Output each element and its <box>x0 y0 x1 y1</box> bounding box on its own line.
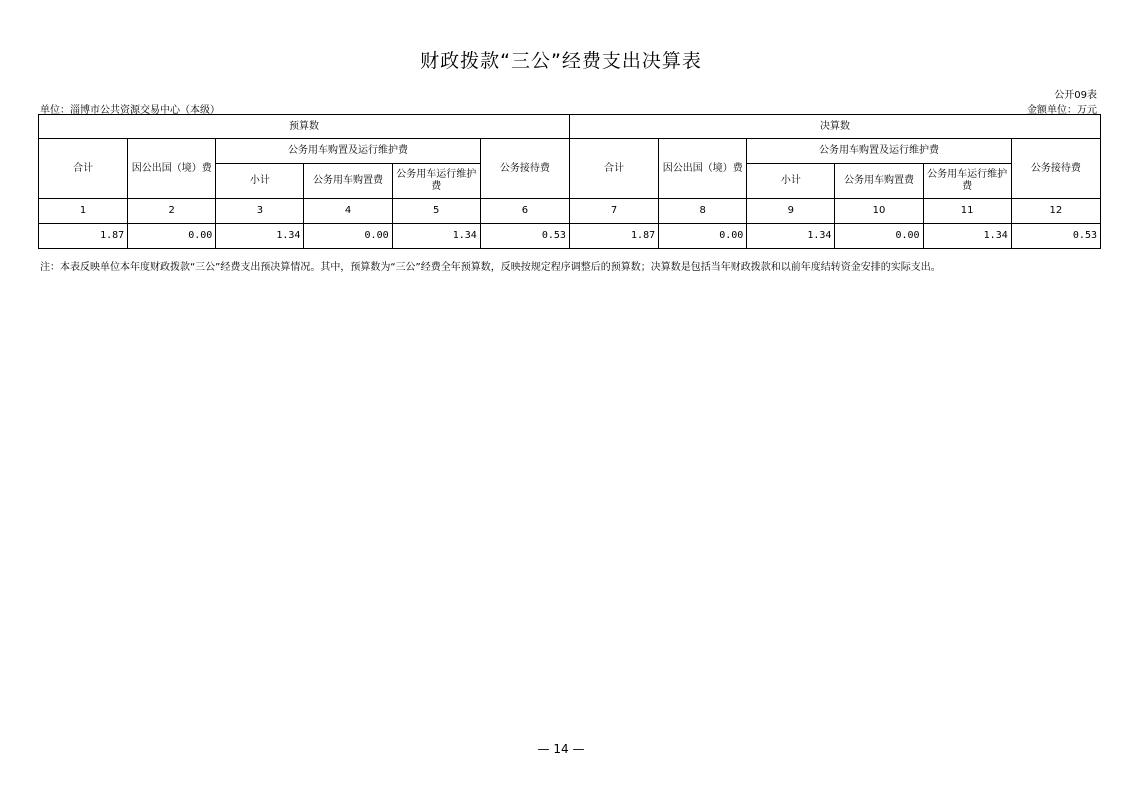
final-reception-header: 公务接待费 <box>1011 139 1100 199</box>
budget-abroad-value: 0.00 <box>128 224 216 249</box>
amount-unit: 金额单位：万元 <box>1027 105 1097 116</box>
final-reception-value: 0.53 <box>1011 224 1100 249</box>
expenditure-table <box>38 114 1101 249</box>
column-index-cell: 9 <box>747 199 835 224</box>
budget-total-value: 1.87 <box>39 224 128 249</box>
budget-subtotal-header: 小计 <box>216 164 304 199</box>
final-subtotal-header: 小计 <box>747 164 835 199</box>
group-header-row <box>39 115 1101 139</box>
table-row <box>39 224 1101 249</box>
column-index-cell: 1 <box>39 199 128 224</box>
final-group-header: 决算数 <box>569 115 1100 139</box>
budget-vehicle-subtotal-value: 1.34 <box>216 224 304 249</box>
column-index-cell: 4 <box>304 199 392 224</box>
column-index-cell: 2 <box>128 199 216 224</box>
budget-reception-header: 公务接待费 <box>480 139 569 199</box>
budget-reception-value: 0.53 <box>480 224 569 249</box>
budget-abroad-header: 因公出国（境）费 <box>128 139 216 199</box>
final-vehicle-header: 公务用车购置及运行维护费 <box>747 139 1011 164</box>
final-purchase-value: 0.00 <box>835 224 923 249</box>
final-operation-header: 公务用车运行维护费 <box>923 164 1011 199</box>
column-index-cell: 6 <box>480 199 569 224</box>
final-total-value: 1.87 <box>569 224 658 249</box>
column-index-cell: 11 <box>923 199 1011 224</box>
budget-group-header: 预算数 <box>39 115 570 139</box>
final-total-header: 合计 <box>569 139 658 199</box>
form-number: 公开09表 <box>1054 90 1097 101</box>
column-index-cell: 8 <box>659 199 747 224</box>
budget-purchase-value: 0.00 <box>304 224 392 249</box>
budget-purchase-header: 公务用车购置费 <box>304 164 392 199</box>
column-index-row <box>39 199 1101 224</box>
column-header-row <box>39 139 1101 164</box>
budget-total-header: 合计 <box>39 139 128 199</box>
column-index-cell: 3 <box>216 199 304 224</box>
reporting-unit: 单位：淄博市公共资源交易中心（本级） <box>40 105 220 116</box>
column-index-cell: 5 <box>392 199 480 224</box>
budget-vehicle-header: 公务用车购置及运行维护费 <box>216 139 480 164</box>
final-operation-value: 1.34 <box>923 224 1011 249</box>
page-number: — 14 — <box>537 742 585 756</box>
final-abroad-value: 0.00 <box>659 224 747 249</box>
column-index-cell: 7 <box>569 199 658 224</box>
budget-operation-value: 1.34 <box>392 224 480 249</box>
final-vehicle-subtotal-value: 1.34 <box>747 224 835 249</box>
document-title: 财政拨款“三公”经费支出决算表 <box>420 50 702 72</box>
column-index-cell: 10 <box>835 199 923 224</box>
final-purchase-header: 公务用车购置费 <box>835 164 923 199</box>
budget-operation-header: 公务用车运行维护费 <box>392 164 480 199</box>
table-note: 注：本表反映单位本年度财政拨款“三公”经费支出预决算情况。其中，预算数为“三公”经费全年预算数，反映按规定程序调整后的预算数；决算数是包括当年财政拨款和以前年度结转资金安排的实际支出。 <box>40 262 941 273</box>
column-index-cell: 12 <box>1011 199 1100 224</box>
final-abroad-header: 因公出国（境）费 <box>659 139 747 199</box>
